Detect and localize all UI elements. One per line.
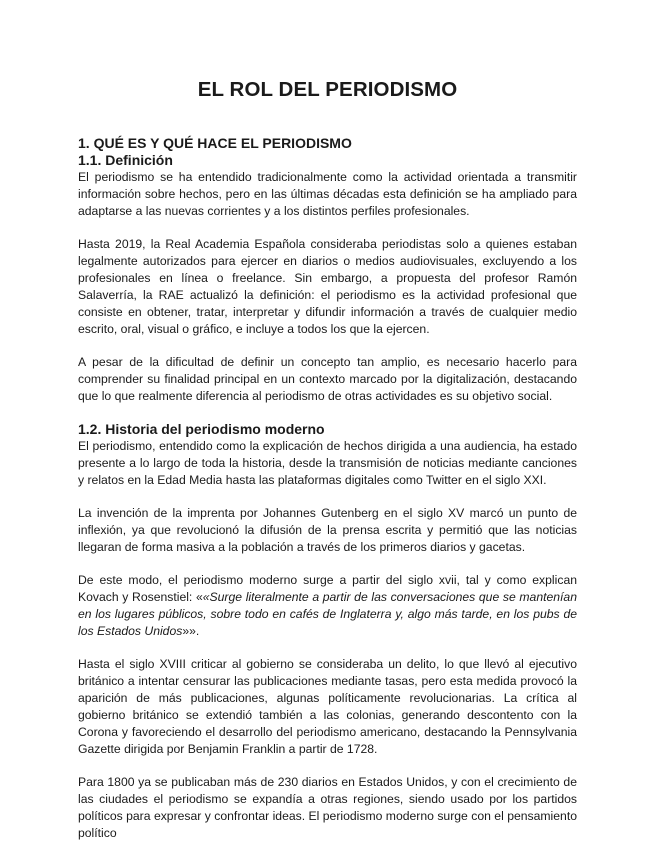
quote-lead: De este modo, el periodismo moderno surge a partir del siglo xvii, tal y como explican Kovach y Rosenstiel: xyxy=(78,573,577,604)
paragraph: Hasta 2019, la Real Academia Española consideraba periodistas solo a quienes estaban legalmente autorizados para ejercer en diarios o medios audiovisuales, excluyendo a los profesionales en línea o freelance. Sin embargo, a propuesta del profesor Ramón Salaverría, la RAE actualizó la definición: el periodismo es la actividad profesional que consiste en obtener, tratar, interpretar y difundir información a través de cualquier medio escrito, oral, visual o gráfico, e incluye a todos los que la ejercen. xyxy=(78,237,577,336)
subsection-heading-1-1: 1.1. Definición xyxy=(78,152,173,168)
document-title: EL ROL DEL PERIODISMO xyxy=(197,78,458,101)
subsection-heading-1-2: 1.2. Historia del periodismo moderno xyxy=(78,421,325,437)
section-heading-1: 1. QUÉ ES Y QUÉ HACE EL PERIODISMO xyxy=(78,135,352,151)
quote-text: «Surge literalmente a partir de las conversaciones que se mantenían en los lugares públicos, sobre todo en cafés de Inglaterra y, algo más tarde, en los pubs de los Estados Unidos xyxy=(78,590,577,638)
paragraph: Para 1800 ya se publicaban más de 230 diarios en Estados Unidos, y con el crecimiento de las ciudades el periodismo se expandía a otras regiones, siendo usado por los partidos políticos para expresar y confrontar ideas. El periodismo moderno surge con el pensamiento político xyxy=(78,775,577,840)
paragraph: Hasta el siglo XVIII criticar al gobierno se consideraba un delito, lo que llevó al ejecutivo británico a intentar censurar las publicaciones mediante tasas, pero esta medida provocó la aparición de más publicaciones, algunas políticamente revolucionarias. La crítica al gobierno británico se extendió también a las colonias, generando descontento con la Corona y favoreciendo el desarrollo del periodismo americano, destacando la Pennsylvania Gazette dirigida por Benjamin Franklin a partir de 1728. xyxy=(78,657,577,756)
quote-paragraph xyxy=(78,572,577,640)
paragraph: A pesar de la dificultad de definir un concepto tan amplio, es necesario hacerlo para comprender su finalidad principal en un contexto marcado por la digitalización, destacando que lo que realmente diferencia al periodismo de otras actividades es su objetivo social. xyxy=(78,355,577,403)
paragraph: La invención de la imprenta por Johannes Gutenberg en el siglo XV marcó un punto de inflexión, ya que revolucionó la difusión de la prensa escrita y permitió que las noticias llegaran de forma masiva a la población a través de los primeros diarios y gacetas. xyxy=(78,506,577,554)
paragraph: El periodismo se ha entendido tradicionalmente como la actividad orientada a transmitir información sobre hechos, pero en las últimas décadas esta definición se ha ampliado para adaptarse a las nuevas corrientes y a los distintos perfiles profesionales. xyxy=(78,170,577,218)
quote-close: »». xyxy=(182,624,200,638)
quote-open: « xyxy=(195,590,203,604)
paragraph: El periodismo, entendido como la explicación de hechos dirigida a una audiencia, ha estado presente a lo largo de toda la historia, desde la transmisión de noticias mediante canciones y relatos en la Edad Media hasta las plataformas digitales como Twitter en el siglo XXI. xyxy=(78,439,577,487)
